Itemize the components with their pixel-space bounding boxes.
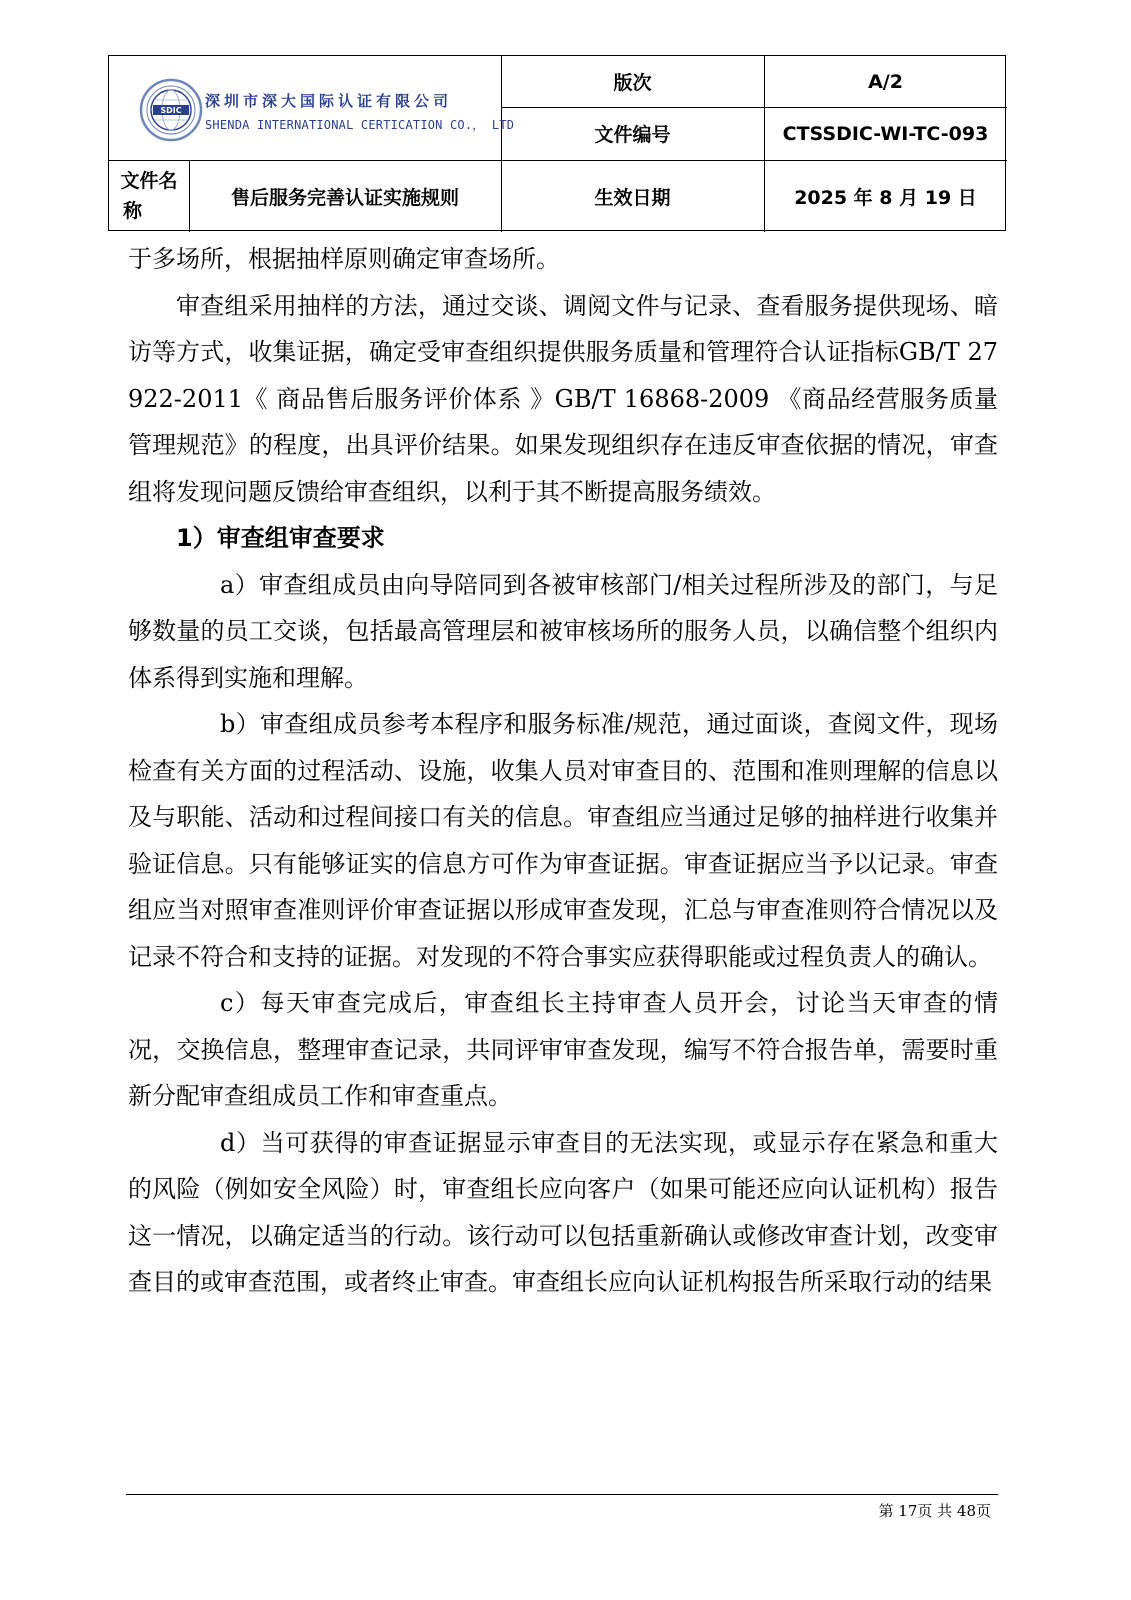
version-label: 版次 bbox=[613, 72, 652, 94]
page-number: 第 17页 共 48页 bbox=[878, 1502, 991, 1520]
company-seal-icon bbox=[139, 78, 203, 142]
paragraph-item-a: a）审查组成员由向导陪同到各被审核部门/相关过程所涉及的部门，与足够数量的员工交谈，包括最高管理层和被审核场所的服务人员，以确信整个组织内体系得到实施和理解。 bbox=[128, 570, 998, 692]
version-value: A/2 bbox=[868, 70, 903, 93]
doc-name-label-line2: 称 bbox=[123, 200, 143, 222]
effective-date-value: 2025 年 8 月 19 日 bbox=[794, 186, 977, 209]
paragraph-item-c: c）每天审查完成后，审查组长主持审查人员开会，讨论当天审查的情况，交换信息，整理审查记录，共同评审审查发现，编写不符合报告单，需要时重新分配审查组成员工作和审查重点。 bbox=[128, 989, 998, 1110]
footer-rule bbox=[126, 1494, 998, 1495]
doc-name-label-line1: 文件名 bbox=[120, 170, 178, 192]
company-name-en: SHENDA INTERNATIONAL CERTICATION CO.， LTD bbox=[205, 118, 515, 132]
paragraph-continued: 于多场所，根据抽样原则确定审查场所。 bbox=[128, 245, 560, 273]
logo-text: SDIC bbox=[160, 106, 182, 115]
document-header-table bbox=[108, 55, 1006, 231]
doc-number-value: CTSSDIC-WI-TC-093 bbox=[782, 122, 989, 145]
doc-number-label: 文件编号 bbox=[594, 124, 671, 146]
paragraph-item-b: b）审查组成员参考本程序和服务标准/规范，通过面谈，查阅文件，现场检查有关方面的过程活动、设施，收集人员对审查目的、范围和准则理解的信息以及与职能、活动和过程间接口有关的信息。审查组应当通过足够的抽样进行收集并验证信息。只有能够证实的信息方可作为审查证据。审查证据应当予以记录。审查组应当对照审查准则评价审查证据以形成审查发现，汇总与审查准则符合情况以及记录不符合和支持的证据。对发现的不符合事实应获得职能或过程负责人的确认。 bbox=[128, 710, 998, 971]
section-heading: 1）审查组审查要求 bbox=[176, 524, 385, 552]
company-name-cn: 深圳市深大国际认证有限公司 bbox=[205, 92, 453, 110]
doc-name-label bbox=[109, 160, 189, 232]
paragraph-audit-method: 审查组采用抽样的方法，通过交谈、调阅文件与记录、查看服务提供现场、暗访等方式，收集证据，确定受审查组织提供服务质量和管理符合认证指标GB/T 27922-2011《 商品售后服务评价体系 》GB/T 16868-2009 《商品经营服务质量管理规范》的程度，出具评价结果。如果发现组织存在违反审查依据的情况，审查组将发现问题反馈给审查组织，以利于其不断提高服务绩效。 bbox=[128, 291, 998, 506]
paragraph-item-d: d）当可获得的审查证据显示审查目的无法实现，或显示存在紧急和重大的风险（例如安全风险）时，审查组长应向客户（如果可能还应向认证机构）报告这一情况，以确定适当的行动。该行动可以包括重新确认或修改审查计划，改变审查目的或审查范围，或者终止审查。审查组长应向认证机构报告所采取行动的结果 bbox=[128, 1128, 998, 1296]
effective-date-label: 生效日期 bbox=[594, 186, 671, 209]
doc-name-value: 售后服务完善认证实施规则 bbox=[230, 186, 459, 209]
company-logo bbox=[139, 78, 529, 148]
document-body bbox=[128, 236, 998, 1306]
